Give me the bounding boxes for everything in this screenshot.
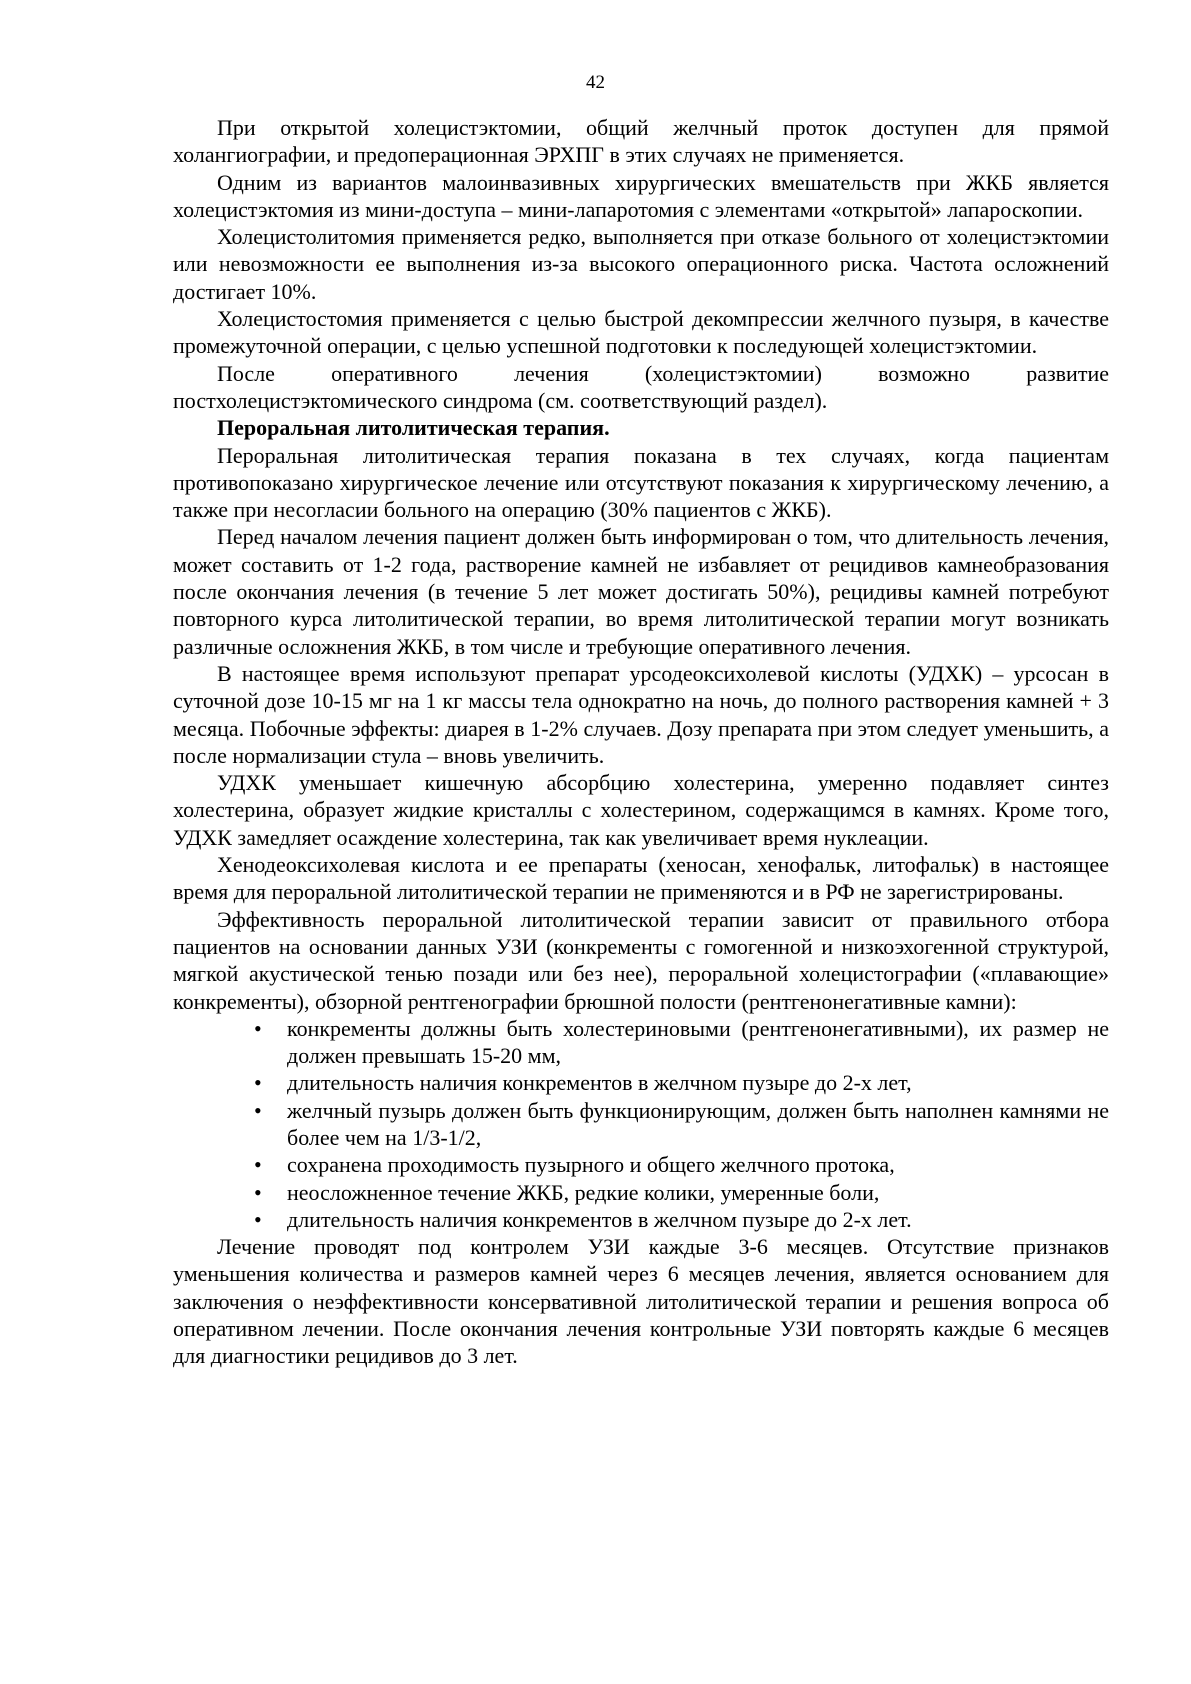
paragraph: После оперативного лечения (холецистэктомии) возможно развитие постхолецистэктомического синдрома (см. соответствующий раздел). — [173, 360, 1109, 413]
list-item-text: неосложненное течение ЖКБ, редкие колики, умеренные боли, — [287, 1179, 880, 1205]
list-item-text: длительность наличия конкрементов в желчном пузыре до 2-х лет, — [287, 1070, 912, 1096]
bullet-icon: • — [254, 1152, 262, 1178]
list-item — [254, 1206, 1109, 1233]
list-item — [254, 1151, 1109, 1178]
list-item — [254, 1015, 1109, 1070]
paragraph: Хенодеоксихолевая кислота и ее препараты (хеносан, хенофальк, литофальк) в настоящее время для пероральной литолитической терапии не применяются и в РФ не зарегистрированы. — [173, 852, 1109, 905]
list-item-text: конкременты должны быть холестериновыми (рентгенонегативными), их размер не должен превышать 15-20 мм, — [287, 1015, 1109, 1069]
paragraph: При открытой холецистэктомии, общий желчный проток доступен для прямой холангиографии, и предоперационная ЭРХПГ в этих случаях не применяется. — [173, 115, 1109, 168]
bullet-icon: • — [254, 1015, 262, 1041]
bullet-icon: • — [254, 1206, 262, 1232]
bullet-icon: • — [254, 1097, 262, 1123]
list-item — [254, 1097, 1109, 1152]
bullet-icon: • — [254, 1179, 262, 1205]
bullet-icon: • — [254, 1070, 262, 1096]
paragraph: Холецистостомия применяется с целью быстрой декомпрессии желчного пузыря, в качестве промежуточной операции, с целью успешной подготовки к последующей холецистэктомии. — [173, 306, 1109, 359]
paragraph: Эффективность пероральной литолитической терапии зависит от правильного отбора пациентов на основании данных УЗИ (конкременты с гомогенной и низкоэхогенной структурой, мягкой акустической тенью позади или без нее), пероральной холецистографии («плавающие» конкременты), обзорной рентгенографии брюшной полости (рентгенонегативные камни): — [173, 906, 1109, 1014]
paragraph: Холецистолитомия применяется редко, выполняется при отказе больного от холецистэктомии или невозможности ее выполнения из-за высокого операционного риска. Частота осложнений достигает 10%. — [173, 224, 1109, 304]
page-content — [173, 114, 1109, 1370]
list-item — [254, 1069, 1109, 1096]
section-heading: Пероральная литолитическая терапия. — [217, 415, 610, 441]
criteria-list — [173, 1015, 1109, 1233]
paragraph: УДХК уменьшает кишечную абсорбцию холестерина, умеренно подавляет синтез холестерина, образует жидкие кристаллы с холестерином, содержащимся в камнях. Кроме того, УДХК замедляет осаждение холестерина, так как увеличивает время нуклеации. — [173, 770, 1109, 850]
list-item-text: сохранена проходимость пузырного и общего желчного протока, — [287, 1152, 895, 1178]
page-number: 42 — [586, 72, 605, 93]
paragraph: Перед началом лечения пациент должен быть информирован о том, что длительность лечения, может составить от 1-2 года, растворение камней не избавляет от рецидивов камнеобразования после окончания лечения (в течение 5 лет может достигать 50%), рецидивы камней потребуют повторного курса литолитической терапии, во время литолитической терапии могут возникать различные осложнения ЖКБ, в том числе и требующие оперативного лечения. — [173, 524, 1109, 659]
paragraph: В настоящее время используют препарат урсодеоксихолевой кислоты (УДХК) – урсосан в суточной дозе 10-15 мг на 1 кг массы тела однократно на ночь, до полного растворения камней + 3 месяца. Побочные эффекты: диарея в 1-2% случаев. Дозу препарата при этом следует уменьшить, а после нормализации стула – вновь увеличить. — [173, 660, 1109, 768]
paragraph: Лечение проводят под контролем УЗИ каждые 3-6 месяцев. Отсутствие признаков уменьшения количества и размеров камней через 6 месяцев лечения, является основанием для заключения о неэффективности консервативной литолитической терапии и решения вопроса об оперативном лечении. После окончания лечения контрольные УЗИ повторять каждые 6 месяцев для диагностики рецидивов до 3 лет. — [173, 1234, 1109, 1369]
list-item-text: длительность наличия конкрементов в желчном пузыре до 2-х лет. — [287, 1206, 912, 1232]
paragraph: Одним из вариантов малоинвазивных хирургических вмешательств при ЖКБ является холецистэктомия из мини-доступа – мини-лапаротомия с элементами «открытой» лапароскопии. — [173, 169, 1109, 222]
list-item — [254, 1179, 1109, 1206]
paragraph: Пероральная литолитическая терапия показана в тех случаях, когда пациентам противопоказано хирургическое лечение или отсутствуют показания к хирургическому лечению, а также при несогласии больного на операцию (30% пациентов с ЖКБ). — [173, 442, 1109, 523]
list-item-text: желчный пузырь должен быть функционирующим, должен быть наполнен камнями не более чем на 1/3-1/2, — [287, 1097, 1109, 1150]
